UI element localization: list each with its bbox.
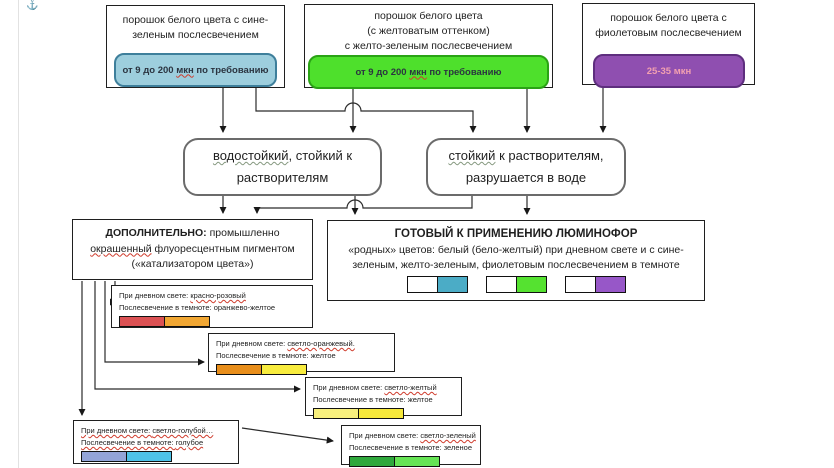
result2-day	[216, 338, 391, 350]
ready-line2: зеленым, желто-зеленым, фиолетовым послесвечением в темноте	[352, 259, 680, 271]
size-pill-green-pre: от 9 до 200	[355, 66, 410, 78]
property-box-waterproof	[183, 138, 382, 196]
solvent-line1-rest: к растворителям,	[495, 148, 604, 163]
swatch-pair-green	[486, 276, 546, 293]
size-pill-purple-label: 25-35 мкн	[646, 65, 692, 77]
result-box-light-yellow	[305, 377, 462, 416]
powder-blue-line2: зеленым послесвечением	[132, 29, 259, 41]
arrow-blue-to-solvent	[256, 87, 473, 132]
result3-night-value: желтое	[407, 395, 433, 404]
result1-sw-day	[119, 316, 165, 327]
result3-night	[313, 394, 458, 406]
powder-box-purple	[582, 3, 755, 85]
size-pill-blue-pre: от 9 до 200	[122, 64, 177, 76]
result5-night	[349, 442, 477, 454]
extra-line3: («катализатором цвета»)	[131, 258, 254, 270]
ready-luminophore-box	[327, 220, 705, 301]
result5-night-value: зеленое	[443, 443, 472, 452]
result-box-light-orange	[208, 333, 395, 372]
result4-sw-night	[126, 451, 172, 462]
result4-day-value: светло-голубой…	[152, 426, 214, 435]
result2-sw-night	[261, 364, 307, 375]
result3-day-value: светло-желтый	[384, 383, 437, 392]
result3-sw-night	[358, 408, 404, 419]
result5-swatches	[349, 456, 477, 467]
size-pill-purple	[593, 54, 745, 88]
result1-day-label: При дневном свете:	[119, 291, 191, 300]
result3-swatches	[313, 408, 458, 419]
result5-sw-night	[394, 456, 440, 467]
swatch-day-white-1	[407, 276, 438, 293]
result2-night-label: Послесвечение в темноте:	[216, 351, 311, 360]
arrow-solvent-to-extra	[257, 196, 472, 213]
result2-night-value: желтое	[310, 351, 336, 360]
result2-day-value: светло-оранжевый.	[287, 339, 355, 348]
swatch-glow-purple	[595, 276, 626, 293]
ready-line1: «родных» цветов: белый (бело-желтый) при дневном свете и с сине-	[348, 243, 684, 256]
extra-heading: ДОПОЛНИТЕЛЬНО:	[105, 227, 207, 239]
result5-night-label: Послесвечение в темноте:	[349, 443, 444, 452]
result5-sw-day	[349, 456, 395, 467]
extra-flagged-word: окрашенный	[90, 242, 152, 255]
size-pill-blue	[114, 53, 277, 87]
ready-swatch-row	[328, 276, 704, 293]
result4-swatches	[81, 451, 235, 462]
extra-pigment-box	[72, 219, 313, 280]
swatch-glow-green	[516, 276, 547, 293]
waterproof-line2: растворителям	[236, 170, 329, 185]
size-pill-green-post: по требованию	[426, 66, 502, 78]
solvent-flagged-word: стойкий	[448, 148, 496, 163]
extra-line2-rest: флуоресцентным пигментом	[151, 242, 295, 255]
extra-line1-rest: промышленно	[206, 227, 280, 239]
result1-swatches	[119, 316, 309, 327]
powder-purple-line2: фиолетовым послесвечением	[595, 27, 742, 39]
result2-day-label: При дневном свете:	[216, 339, 288, 348]
powder-box-blue	[106, 5, 285, 88]
arrow-extra-to-green	[242, 428, 333, 441]
result-box-red-pink	[111, 285, 313, 328]
result4-night	[81, 437, 235, 449]
extra-line2	[73, 242, 312, 258]
swatch-pair-blue	[407, 276, 467, 293]
ready-title: ГОТОВЫЙ К ПРИМЕНЕНИЮ ЛЮМИНОФОР	[394, 228, 638, 240]
size-pill-green	[308, 55, 549, 89]
powder-box-green	[304, 4, 553, 88]
result3-sw-day	[313, 408, 359, 419]
result3-day	[313, 382, 458, 394]
result-box-light-green	[341, 425, 481, 465]
size-pill-blue-post: по требованию	[193, 64, 269, 76]
result2-swatches	[216, 364, 391, 375]
result1-day-value: красно-розовый	[190, 291, 246, 300]
result-box-light-blue	[73, 420, 239, 464]
result4-sw-day	[81, 451, 127, 462]
result1-night-value: оранжево-желтое	[213, 303, 276, 312]
result1-sw-night	[164, 316, 210, 327]
result1-night	[119, 302, 309, 314]
result1-night-label: Послесвечение в темноте:	[119, 303, 214, 312]
solvent-line1	[428, 145, 624, 167]
result4-day	[81, 425, 235, 437]
result2-night	[216, 350, 391, 362]
result3-day-label: При дневном свете:	[313, 383, 385, 392]
result5-day	[349, 430, 477, 442]
result3-night-label: Послесвечение в темноте:	[313, 395, 408, 404]
size-pill-blue-unit: мкн	[176, 64, 194, 76]
extra-line1	[73, 226, 312, 242]
result5-day-value: светло-зеленый	[420, 431, 476, 440]
size-pill-green-unit: мкн	[409, 66, 427, 78]
waterproof-line1-rest: , стойкий к	[288, 148, 353, 163]
swatch-day-white-2	[486, 276, 517, 293]
waterproof-flagged-word: водостойкий	[212, 148, 289, 163]
result4-day-label: При дневном свете:	[81, 426, 153, 435]
result2-sw-day	[216, 364, 262, 375]
result1-day	[119, 290, 309, 302]
powder-purple-line1: порошок белого цвета с	[610, 12, 727, 24]
solvent-line2: разрушается в воде	[465, 170, 587, 185]
powder-green-line2: (с желтоватым оттенком)	[367, 25, 490, 37]
swatch-pair-purple	[565, 276, 625, 293]
anchor-icon: ⚓	[26, 0, 39, 11]
waterproof-line1	[185, 145, 380, 167]
result4-night-label: Послесвечение в темноте:	[81, 438, 176, 447]
powder-blue-line1: порошок белого цвета с сине-	[122, 14, 269, 26]
result4-night-value: голубое	[175, 438, 204, 447]
swatch-glow-blue	[437, 276, 468, 293]
swatch-day-white-3	[565, 276, 596, 293]
result5-day-label: При дневном свете:	[349, 431, 421, 440]
powder-green-line1: порошок белого цвета	[374, 10, 483, 22]
property-box-solvent	[426, 138, 626, 196]
powder-green-line3: с желто-зеленым послесвечением	[344, 40, 513, 52]
